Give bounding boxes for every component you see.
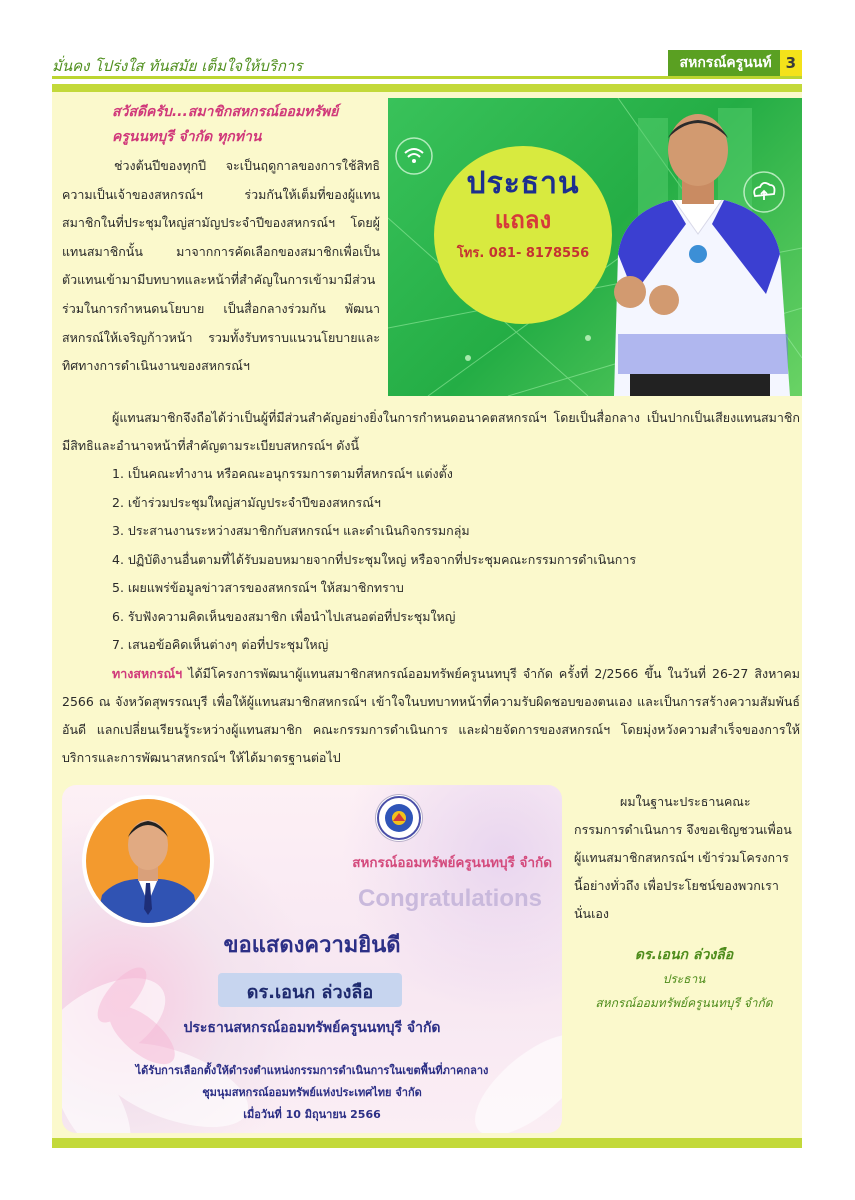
intro-paragraph xyxy=(62,152,380,381)
chairman-photo xyxy=(594,104,802,396)
duties-list xyxy=(112,460,802,660)
list-item: 5. เผยแพร่ข้อมูลข่าวสารของสหกรณ์ฯ ให้สมาชิกทราบ xyxy=(112,580,404,595)
list-item: 3. ประสานงานระหว่างสมาชิกกับสหกรณ์ฯ และดำเนินกิจกรรมกลุ่ม xyxy=(112,523,470,538)
list-item: 4. ปฏิบัติงานอื่นตามที่ได้รับมอบหมายจากที่ประชุมใหญ่ หรือจากที่ประชุมคณะกรรมการดำเนินการ xyxy=(112,551,637,567)
para2-text: ผู้แทนสมาชิกจึงถือได้ว่าเป็นผู้ที่มีส่วนสำคัญอย่างยิ่งในการกำหนดอนาคตสหกรณ์ฯ โดยเป็นสื่อกลาง เป็นปากเป็นเสียงแทนสมาชิก มีสิทธิและอำนาจหน้าที่สำคัญตามระเบียบสหกรณ์ฯ ดังนี้ xyxy=(62,410,800,453)
closing-text: ผมในฐานะประธานคณะกรรมการดำเนินการ จึงขอเชิญชวนเพื่อนผู้แทนสมาชิกสหกรณ์ฯ เข้าร่วมโครงการนี้อย่างทั่วถึง เพื่อประโยชน์ของพวกเรานั่นเอง xyxy=(574,794,792,921)
representative-role-paragraph xyxy=(62,404,800,460)
list-item: 6. รับฟังความคิดเห็นของสมาชิก เพื่อนำไปเสนอต่อที่ประชุมใหญ่ xyxy=(112,608,456,624)
greeting-line-2: ครูนนทบุรี จำกัด ทุกท่าน xyxy=(112,129,262,145)
chairman-title: ประธาน xyxy=(466,166,580,201)
cooperative-logo xyxy=(376,795,422,841)
chairman-phone: โทร. 081- 8178556 xyxy=(456,246,590,261)
list-item: 1. เป็นคณะทำงาน หรือคณะอนุกรรมการตามที่สหกรณ์ฯ แต่งตั้ง xyxy=(112,466,453,481)
list-item: 7. เสนอข้อคิดเห็นต่างๆ ต่อที่ประชุมใหญ่ xyxy=(112,637,329,652)
election-line-1: ได้รับการเลือกตั้งให้ดำรงตำแหน่งกรรมการดำเนินการในเขตพื้นที่ภาคกลาง xyxy=(135,1064,489,1077)
signature-org: สหกรณ์ออมทรัพย์ครูนนทบุรี จำกัด xyxy=(595,996,773,1010)
panel-bottom-bar xyxy=(52,1138,802,1148)
election-date: เมื่อวันที่ 10 มิถุนายน 2566 xyxy=(243,1108,381,1121)
list-item: 2. เข้าร่วมประชุมใหญ่สามัญประจำปีของสหกรณ์ฯ xyxy=(112,494,381,510)
cooperative-name: สหกรณ์ออมทรัพย์ครูนนทบุรี จำกัด xyxy=(352,855,552,871)
panel-top-bar xyxy=(52,84,802,92)
election-line-2: ชุมนุมสหกรณ์ออมทรัพย์แห่งประเทศไทย จำกัด xyxy=(202,1086,422,1099)
page-tagline: มั่นคง โปร่งใส ทันสมัย เต็มใจให้บริการ xyxy=(52,57,303,75)
para3-text: ได้มีโครงการพัฒนาผู้แทนสมาชิกสหกรณ์ออมทรัพย์ครูนนทบุรี จำกัด ครั้งที่ 2/2566 ขึ้น ในวันที่ 26-27 สิงหาคม 2566 ณ จังหวัดสุพรรณบุรี เพื่อให้ผู้แทนสมาชิกสหกรณ์ฯ เข้าใจในบทบาทหน้าที่ความรับผิดชอบของตนเอง และเป็นการสร้างความสัมพันธ์อันดี แลกเปลี่ยนเรียนรู้ระหว่างผู้แทนสมาชิก คณะกรรมการดำเนินการ และฝ่ายจัดการของสหกรณ์ฯ โดยมุ่งหวังความสำเร็จของการให้บริการและการพัฒนาสหกรณ์ฯ ให้ได้มาตรฐานต่อไป xyxy=(62,666,800,765)
awardee-name: ดร.เอนก ล่วงลือ xyxy=(246,982,374,1003)
page-header xyxy=(52,50,802,78)
signature-title: ประธาน xyxy=(662,972,706,986)
congratulations-card xyxy=(62,785,562,1133)
chairman-photo-card xyxy=(388,98,802,396)
congratulations-heading: ขอแสดงความยินดี xyxy=(223,933,401,958)
closing-paragraph xyxy=(574,788,794,928)
chairman-nickname: แถลง xyxy=(494,206,552,234)
section-badge xyxy=(668,50,802,76)
para3-lead: ทางสหกรณ์ฯ xyxy=(112,666,183,681)
congratulations-word: Congratulations xyxy=(358,885,542,912)
greeting-line-1: สวัสดีครับ...สมาชิกสหกรณ์ออมทรัพย์ xyxy=(112,104,339,120)
header-rule xyxy=(52,76,802,79)
project-paragraph xyxy=(62,660,800,772)
section-title: สหกรณ์ครูนนท์ xyxy=(679,55,772,71)
page-number: 3 xyxy=(780,50,802,76)
greeting xyxy=(112,100,382,150)
signature-name: ดร.เอนก ล่วงลือ xyxy=(634,947,734,963)
awardee-photo xyxy=(86,799,210,923)
intro-text: ช่วงต้นปีของทุกปี จะเป็นฤดูกาลของการใช้สิทธิความเป็นเจ้าของสหกรณ์ฯ ร่วมกันให้เต็มที่ของผู้แทนสมาชิกในที่ประชุมใหญ่สามัญประจำปีของสหกรณ์ฯ โดยผู้แทนสมาชิกนั้น มาจากการคัดเลือกของสมาชิกเพื่อเป็นตัวแทนเข้ามามีบทบาทและหน้าที่สำคัญในการเข้ามามีส่วนร่วมในการกำหนดนโยบาย เป็นสื่อกลางร่วมกัน พัฒนาสหกรณ์ให้เจริญก้าวหน้า รวมทั้งรับทราบแนวนโยบายและทิศทางการดำเนินงานของสหกรณ์ฯ xyxy=(62,158,380,374)
wifi-icon xyxy=(394,136,434,176)
awardee-role: ประธานสหกรณ์ออมทรัพย์ครูนนทบุรี จำกัด xyxy=(183,1020,441,1036)
